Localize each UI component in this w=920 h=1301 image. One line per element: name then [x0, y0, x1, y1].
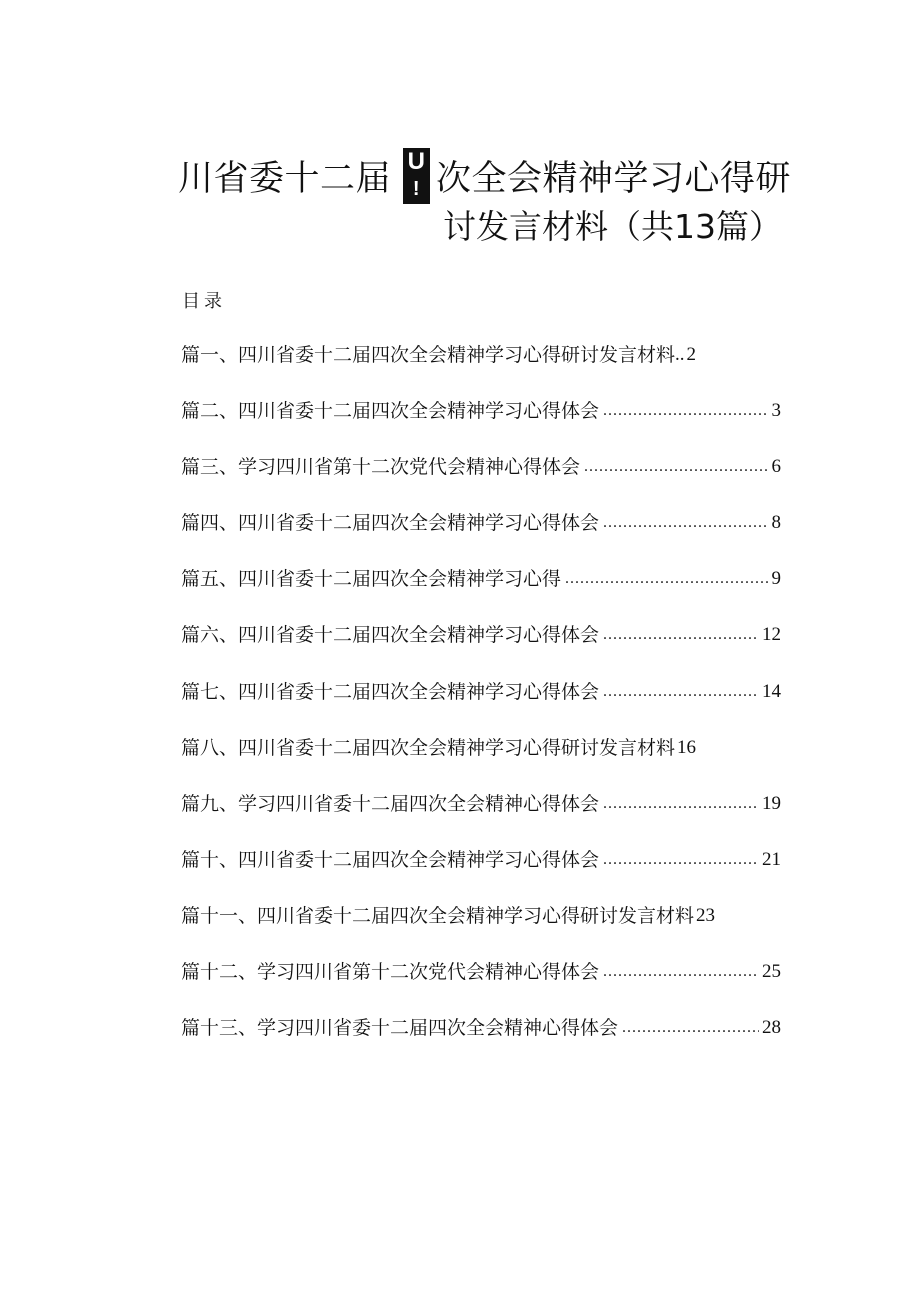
document-title-line-1 — [178, 148, 791, 204]
toc-entry-page: 3 — [771, 400, 781, 422]
toc-entry[interactable] — [181, 1013, 781, 1069]
glitch-glyph-top: U — [407, 148, 426, 175]
toc-dot-leader — [603, 508, 768, 538]
toc-dot-leader — [603, 845, 759, 875]
toc-entry-label: 篇七、四川省委十二届四次全会精神学习心得体会 — [181, 680, 600, 703]
toc-entry[interactable] — [181, 396, 781, 452]
toc-entry-page: 28 — [762, 1017, 781, 1039]
toc-dot-leader — [584, 452, 768, 482]
title-glitch-block — [403, 148, 430, 204]
toc-entry[interactable] — [181, 789, 781, 845]
toc-entry-page: 9 — [771, 568, 781, 590]
toc-entry-label: 篇五、四川省委十二届四次全会精神学习心得 — [181, 568, 562, 591]
toc-entry-page: 16 — [677, 736, 697, 758]
toc-dot-leader — [603, 957, 759, 987]
glitch-glyph-bottom: ! — [412, 178, 421, 200]
title-text-part-2: 次全会精神学习心得研 — [436, 159, 792, 199]
toc-entry[interactable] — [181, 845, 781, 901]
title-text-part-1: 川省委十二届 — [178, 159, 392, 199]
toc-entry[interactable] — [181, 564, 781, 620]
toc-entry-page: 25 — [762, 961, 781, 983]
toc-entry-separator: .. — [675, 344, 685, 365]
toc-entry-page: 2 — [686, 344, 697, 365]
toc-entry-page: 14 — [762, 680, 781, 702]
toc-entry-label: 篇十一、四川省委十二届四次全会精神学习心得研讨发言材料 — [181, 904, 695, 927]
toc-heading: 目录 — [182, 291, 226, 312]
document-title-line-2: 讨发言材料（共13篇） — [443, 207, 782, 246]
toc-entry-label: 篇十、四川省委十二届四次全会精神学习心得体会 — [181, 848, 600, 871]
toc-entry-label: 篇九、学习四川省委十二届四次全会精神心得体会 — [181, 792, 600, 815]
toc-entry[interactable] — [181, 508, 781, 564]
toc-dot-leader — [603, 789, 759, 819]
toc-entry[interactable] — [181, 677, 781, 733]
toc-list — [181, 340, 781, 1069]
toc-entry-page: 12 — [762, 624, 781, 646]
toc-entry-label: 篇一、四川省委十二届四次全会精神学习心得研讨发言材料 — [181, 344, 676, 366]
toc-dot-leader — [565, 564, 768, 594]
toc-entry[interactable] — [181, 620, 781, 676]
toc-entry-page: 19 — [762, 792, 781, 814]
toc-entry[interactable] — [181, 733, 781, 789]
toc-entry-label: 篇六、四川省委十二届四次全会精神学习心得体会 — [181, 624, 600, 647]
toc-entry[interactable] — [181, 957, 781, 1013]
toc-entry-label: 篇十三、学习四川省委十二届四次全会精神心得体会 — [181, 1017, 619, 1040]
toc-dot-leader — [622, 1013, 759, 1043]
toc-entry-label: 篇十二、学习四川省第十二次党代会精神心得体会 — [181, 961, 600, 984]
toc-entry-label: 篇八、四川省委十二届四次全会精神学习心得研讨发言材料 — [181, 736, 676, 759]
toc-entry-page: 23 — [696, 904, 716, 926]
toc-entry-page: 21 — [762, 848, 781, 870]
toc-entry[interactable] — [181, 901, 781, 957]
toc-entry-label: 篇二、四川省委十二届四次全会精神学习心得体会 — [181, 400, 600, 423]
toc-dot-leader — [603, 620, 759, 650]
toc-entry-label: 篇四、四川省委十二届四次全会精神学习心得体会 — [181, 512, 600, 535]
toc-entry-page: 6 — [771, 456, 781, 478]
toc-dot-leader — [603, 677, 759, 707]
toc-entry[interactable] — [181, 340, 781, 396]
toc-entry[interactable] — [181, 452, 781, 508]
toc-entry-page: 8 — [771, 512, 781, 534]
toc-dot-leader — [603, 396, 768, 426]
toc-entry-label: 篇三、学习四川省第十二次党代会精神心得体会 — [181, 456, 581, 479]
